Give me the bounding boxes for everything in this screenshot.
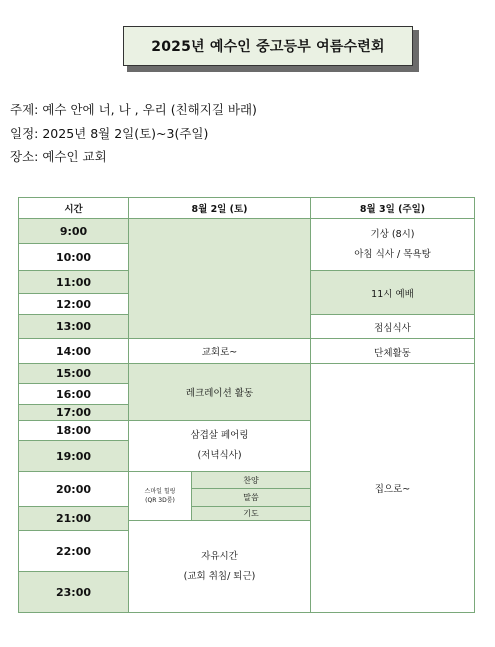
time-cell: 11:00 — [19, 271, 129, 294]
day2-home: 집으로~ — [311, 364, 475, 613]
day2-breakfast-label: 아침 식사 / 목욕탕 — [354, 248, 431, 260]
day1-dinner-sub: (저녁식사) — [197, 450, 242, 461]
time-cell: 19:00 — [19, 441, 129, 472]
time-cell: 18:00 — [19, 421, 129, 441]
time-cell: 9:00 — [19, 219, 129, 244]
table-header-row — [19, 198, 475, 219]
header-day1: 8월 2일 (토) — [129, 198, 311, 219]
time-cell: 15:00 — [19, 364, 129, 384]
time-cell: 21:00 — [19, 507, 129, 531]
header-day2: 8월 3일 (주일) — [311, 198, 475, 219]
day1-prayer: 기도 — [192, 507, 311, 521]
time-cell: 10:00 — [19, 244, 129, 271]
day1-dinner-cell — [129, 421, 311, 472]
small-group-sub: (QR 3D룸) — [145, 497, 175, 504]
day1-free-time-cell — [129, 521, 311, 613]
page-title: 2025년 예수인 중고등부 여름수련회 — [123, 26, 413, 66]
time-cell: 12:00 — [19, 294, 129, 315]
day2-wake-label: 기상 (8시) — [370, 228, 415, 240]
day1-word: 말씀 — [192, 489, 311, 507]
free-time-label: 자유시간 — [201, 550, 238, 562]
day1-praise: 찬양 — [192, 472, 311, 489]
time-cell: 16:00 — [19, 384, 129, 405]
small-group-label: 스마일 힐링 — [144, 488, 176, 495]
time-cell: 23:00 — [19, 572, 129, 613]
day1-dinner-label: 삼겹살 페어링 — [190, 430, 249, 441]
day2-wake-cell — [311, 219, 475, 271]
time-cell: 13:00 — [19, 315, 129, 339]
day2-worship: 11시 예배 — [311, 271, 475, 315]
time-cell: 14:00 — [19, 339, 129, 364]
header-time: 시간 — [19, 198, 129, 219]
place-line: 장소: 예수인 교회 — [10, 149, 107, 164]
time-cell: 20:00 — [19, 472, 129, 507]
free-time-sub: (교회 취침/ 퇴근) — [183, 570, 256, 582]
day1-small-group — [129, 472, 192, 521]
time-cell: 17:00 — [19, 405, 129, 421]
day1-arrival: 교회로~ — [129, 339, 311, 364]
day1-morning-empty — [129, 219, 311, 339]
schedule-line: 일정: 2025년 8월 2일(토)~3(주일) — [10, 126, 209, 141]
time-cell: 22:00 — [19, 531, 129, 572]
day1-recreation: 레크레이션 활동 — [129, 364, 311, 421]
theme-line: 주제: 예수 안에 너, 나 , 우리 (친해지길 바래) — [10, 102, 257, 117]
schedule-table — [18, 197, 475, 613]
day2-group-activity: 단체활동 — [311, 339, 475, 364]
day2-lunch: 점심식사 — [311, 315, 475, 339]
